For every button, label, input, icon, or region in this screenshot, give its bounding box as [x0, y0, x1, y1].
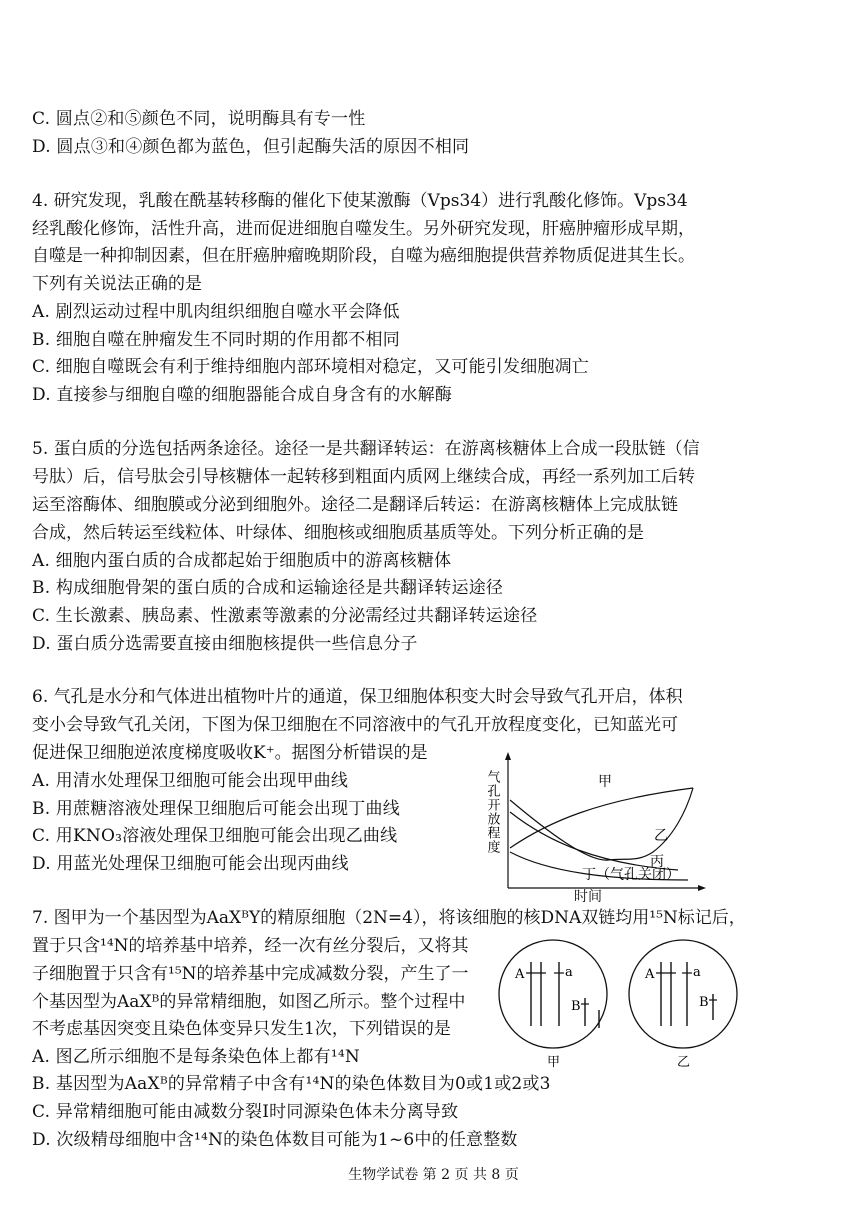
q6-option-c: C. 用KNO₃溶液处理保卫细胞可能会出现乙曲线 [32, 826, 398, 846]
q5-option-d: D. 蛋白质分选需要直接由细胞核提供一些信息分子 [32, 634, 418, 654]
q4-stem-line: 经乳酸化修饰，活性升高，进而促进细胞自噬发生。另外研究发现，肝癌肿瘤形成早期， [32, 219, 695, 239]
q7-stem-line: 子细胞置于只含有¹⁵N的培养基中完成减数分裂，产生了一 [32, 964, 469, 984]
x-axis-arrow [698, 885, 706, 891]
curve-label-bing: 丙 [650, 854, 664, 870]
gene-B: B [571, 999, 581, 1014]
q4-stem-line: 下列有关说法正确的是 [32, 274, 202, 294]
q5-stem-line: 运至溶酶体、细胞膜或分泌到细胞外。途径二是翻译后转运：在游离核糖体上完成肽链 [32, 495, 678, 515]
gene-A: A [645, 967, 655, 982]
q6-x-axis-label: 时间 [574, 889, 602, 905]
y-axis-arrow [505, 752, 511, 760]
q7-option-b: B. 基因型为AaXᴮ的异常精子中含有¹⁴N的染色体数目为0或1或2或3 [32, 1074, 551, 1094]
cell-yi [629, 940, 737, 1048]
q7-option-d: D. 次级精母细胞中含¹⁴N的染色体数目可能为1~6中的任意整数 [32, 1130, 518, 1150]
curve-label-yi: 乙 [654, 828, 668, 844]
q7-stem-line: 7. 图甲为一个基因型为AaXᴮY的精原细胞（2N=4），将该细胞的核DNA双链均用¹⁵N标记后， [32, 908, 746, 928]
q5-stem-line: 5. 蛋白质的分选包括两条途径。途径一是共翻译转运：在游离核糖体上合成一段肽链（信 [32, 439, 700, 459]
cell-jia-label: 甲 [547, 1055, 561, 1070]
q4-stem-line: 自噬是一种抑制因素，但在肝癌肿瘤晚期阶段，自噬为癌细胞提供营养物质促进其生长。 [32, 246, 695, 266]
q4-stem-line: 4. 研究发现，乳酸在酰基转移酶的催化下使某激酶（Vps34）进行乳酸化修饰。Vps34 [32, 191, 688, 211]
gene-B: B [699, 995, 709, 1010]
q6-stem-line: 促进保卫细胞逆浓度梯度吸收K⁺。据图分析错误的是 [32, 743, 428, 763]
q7-stem-line: 置于只含¹⁴N的培养基中培养，经一次有丝分裂后，又将其 [32, 936, 469, 956]
q4-option-b: B. 细胞自噬在肿瘤发生不同时期的作用都不相同 [32, 330, 400, 350]
q5-option-a: A. 细胞内蛋白质的合成都起始于细胞质中的游离核糖体 [32, 551, 452, 571]
q3-option-d: D. 圆点③和④颜色都为蓝色，但引起酶失活的原因不相同 [32, 137, 470, 157]
gene-a: a [565, 965, 573, 980]
q3-option-c: C. 圆点②和⑤颜色不同，说明酶具有专一性 [32, 109, 366, 129]
q6-stomata-figure [478, 752, 708, 902]
q4-option-a: A. 剧烈运动过程中肌肉组织细胞自噬水平会降低 [32, 302, 400, 322]
q7-cell-figure [495, 938, 750, 1070]
q4-option-c: C. 细胞自噬既会有利于维持细胞内部环境相对稳定，又可能引发细胞凋亡 [32, 357, 590, 377]
cell-yi-label: 乙 [677, 1055, 691, 1070]
q6-option-b: B. 用蔗糖溶液处理保卫细胞后可能会出现丁曲线 [32, 799, 400, 819]
y-axis-label: 气孔开放程度 [484, 770, 500, 854]
q6-stem-line: 6. 气孔是水分和气体进出植物叶片的通道，保卫细胞体积变大时会导致气孔开启，体积 [32, 687, 683, 707]
q7-stem-line: 个基因型为AaXᴮ的异常精细胞，如图乙所示。整个过程中 [32, 992, 466, 1012]
page-footer: 生物学试卷 第 2 页 共 8 页 [348, 1167, 519, 1183]
gene-a: a [693, 965, 701, 980]
cell-jia [499, 940, 607, 1048]
q5-stem-line: 合成，然后转运至线粒体、叶绿体、细胞核或细胞质基质等处。下列分析正确的是 [32, 523, 644, 543]
curve-yi [510, 788, 693, 860]
q5-option-c: C. 生长激素、胰岛素、性激素等激素的分泌需经过共翻译转运途径 [32, 606, 538, 626]
q5-stem-line: 号肽）后，信号肽会引导核糖体一起转移到粗面内质网上继续合成，再经一系列加工后转 [32, 467, 695, 487]
q6-option-d: D. 用蓝光处理保卫细胞可能会出现丙曲线 [32, 854, 349, 874]
q7-option-a: A. 图乙所示细胞不是每条染色体上都有¹⁴N [32, 1047, 360, 1067]
q6-option-a: A. 用清水处理保卫细胞可能会出现甲曲线 [32, 771, 349, 791]
q4-option-d: D. 直接参与细胞自噬的细胞器能合成自身含有的水解酶 [32, 385, 453, 405]
curve-label-ding: 丁（气孔关闭） [582, 867, 680, 883]
q7-option-c: C. 异常精细胞可能由减数分裂Ⅰ时同源染色体未分离导致 [32, 1102, 459, 1122]
q6-stem-line: 变小会导致气孔关闭，下图为保卫细胞在不同溶液中的气孔开放程度变化，已知蓝光可 [32, 715, 678, 735]
q5-option-b: B. 构成细胞骨架的蛋白质的合成和运输途径是共翻译转运途径 [32, 578, 504, 598]
q7-stem-line: 不考虑基因突变且染色体变异只发生1次，下列错误的是 [32, 1019, 451, 1039]
gene-A: A [515, 967, 525, 982]
curve-label-jia: 甲 [598, 774, 612, 790]
